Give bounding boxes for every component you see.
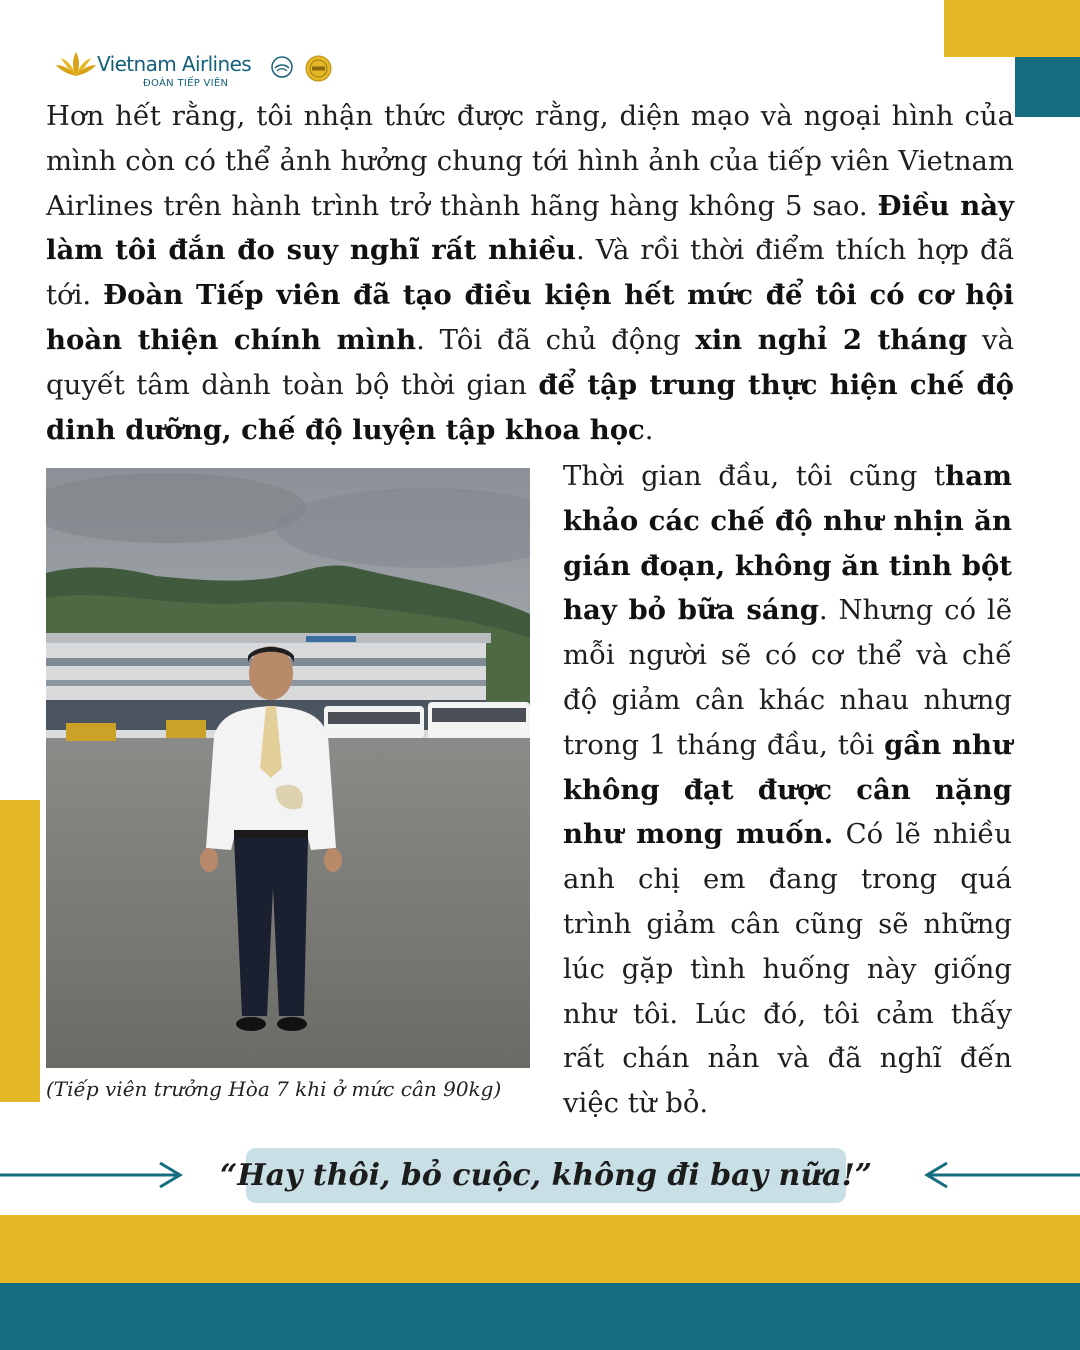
- corner-gold-block: [944, 0, 1080, 57]
- bold-text-run: Đoàn Tiếp viên đã tạo điều kiện hết mức để tôi có cơ hội hoàn thiện chính mình: [46, 279, 1014, 356]
- text-run: Hơn hết rằng, tôi nhận thức được rằng, diện mạo và ngoại hình của mình còn có thể ảnh hưởng chung tới hình ảnh của tiếp viên Vietnam Airlines trên hành trình trở thành hãng hàng không 5 sao.: [46, 100, 1014, 222]
- bold-text-run: gần như không đạt được cân nặng như mong muốn.: [563, 728, 1012, 851]
- footer-teal-band: [0, 1283, 1080, 1350]
- text-run: . Tôi đã chủ động: [416, 323, 696, 356]
- quote-box: [220, 1148, 872, 1203]
- lotus-icon: [55, 50, 97, 80]
- text-run: và quyết tâm dành toàn bộ thời gian: [46, 323, 1014, 401]
- arrow-left-icon: [912, 1160, 1080, 1190]
- intro-paragraph: [46, 94, 1014, 452]
- bold-text-run: để tập trung thực hiện chế độ dinh dưỡng, chế độ luyện tập khoa học: [46, 368, 1015, 446]
- side-gold-block: [0, 800, 40, 1102]
- footer-gold-band: [0, 1215, 1080, 1283]
- airport-portrait-photo: [46, 468, 530, 1068]
- bold-text-run: xin nghỉ 2 tháng: [695, 323, 968, 356]
- text-run: . Nhưng có lẽ mỗi người sẽ có cơ thể và chế độ giảm cân khác nhau nhưng trong 1 tháng đầu, tôi: [563, 594, 1012, 761]
- text-run: .: [644, 413, 654, 446]
- skyteam-badge-icon: [270, 55, 294, 79]
- skytrax-star-badge-icon: [305, 55, 332, 82]
- brand-name: Vietnam Airlines: [97, 52, 252, 76]
- photo-caption: (Tiếp viên trưởng Hòa 7 khi ở mức cân 90kg): [46, 1077, 502, 1101]
- brand-logo: [55, 48, 345, 96]
- arrow-right-icon: [0, 1160, 186, 1190]
- corner-teal-block: [1015, 57, 1080, 117]
- pull-quote: “Hay thôi, bỏ cuộc, không đi bay nữa!”: [220, 1158, 872, 1193]
- text-run: Thời gian đầu, tôi cũng t: [563, 460, 946, 492]
- text-run: . Và rồi thời điểm thích hợp đã tới.: [46, 234, 1014, 312]
- bold-text-run: ham khảo các chế độ như nhịn ăn gián đoạn, không ăn tinh bột hay bỏ bữa sáng: [563, 460, 1012, 627]
- text-run: Có lẽ nhiều anh chị em đang trong quá trình giảm cân cũng sẽ những lúc gặp tình huống này giống như tôi. Lúc đó, tôi cảm thấy rất chán nản và đã nghĩ đến việc từ bỏ.: [563, 818, 1012, 1120]
- brand-subtitle: ĐOÀN TIẾP VIÊN: [143, 78, 229, 89]
- story-paragraph: [563, 454, 1012, 1126]
- photo-illustration: [46, 468, 530, 1068]
- bold-text-run: Điều này làm tôi đắn đo suy nghĩ rất nhiều: [46, 189, 1014, 267]
